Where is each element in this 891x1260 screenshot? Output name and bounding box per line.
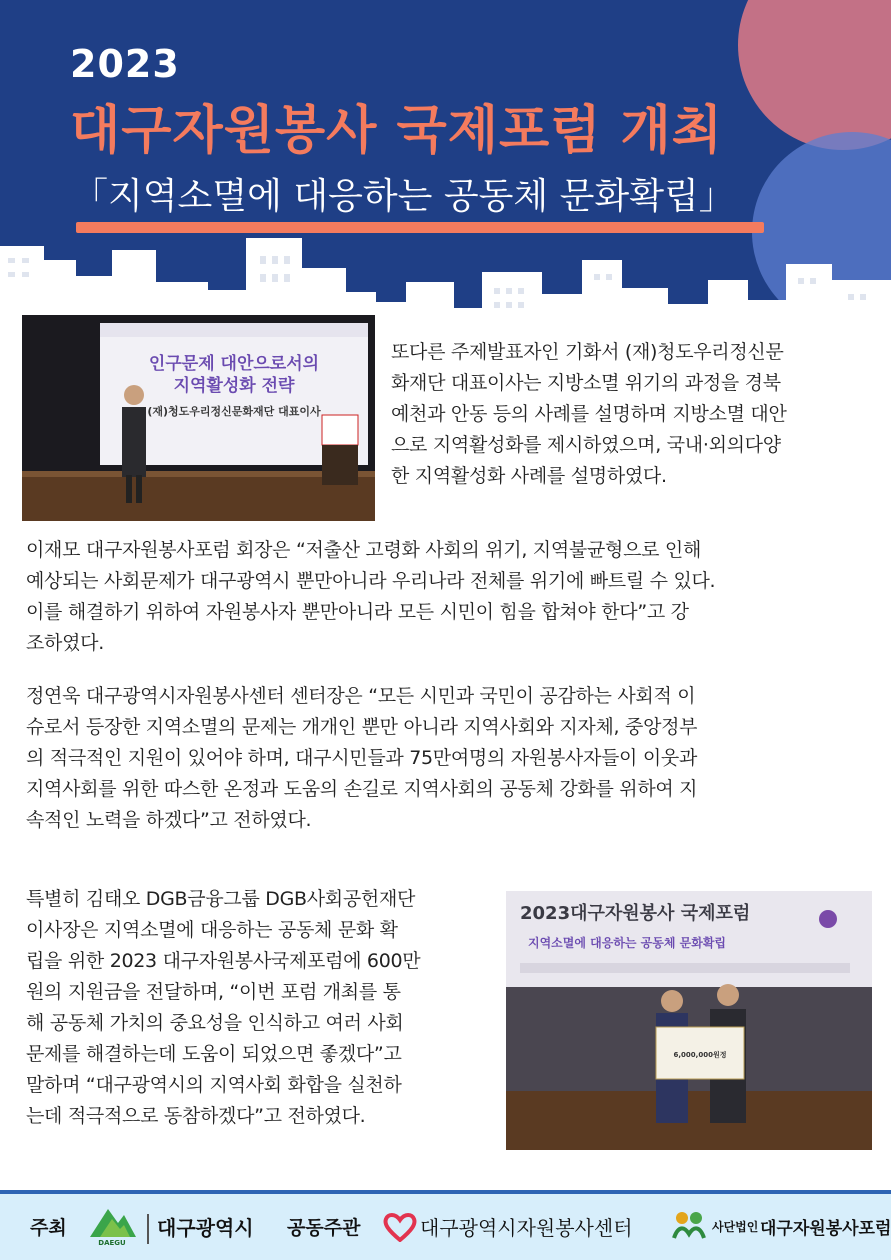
daegu-logo-text: DAEGU bbox=[98, 1239, 126, 1247]
text-line: 문제를 해결하는데 도움이 되었으면 좋겠다”고 bbox=[26, 1043, 402, 1065]
text-line: 예천과 안동 등의 사례를 설명하며 지방소멸 대안 bbox=[391, 403, 787, 425]
paragraph-speaker-kihwaseo bbox=[391, 337, 871, 492]
host-label: 주최 bbox=[30, 1217, 67, 1239]
paragraph-forum-chair bbox=[26, 535, 871, 659]
text-line: 슈로서 등장한 지역소멸의 문제는 개개인 뿐만 아니라 지역사회와 지자체, 중앙정부 bbox=[26, 716, 698, 738]
screen-text-line1: 인구문제 대안으로서의 bbox=[148, 354, 320, 374]
cohost-org2-name: 대구자원봉사포럼 bbox=[760, 1219, 891, 1239]
cohost-org1-name: 대구광역시자원봉사센터 bbox=[420, 1216, 633, 1240]
banner-title: 2023대구자원봉사 국제포럼 bbox=[520, 903, 751, 924]
text-line: 이사장은 지역소멸에 대응하는 공동체 문화 확 bbox=[26, 919, 398, 941]
speaker-photo bbox=[22, 315, 375, 521]
screen-text-line2: 지역활성화 전략 bbox=[173, 376, 295, 396]
text-line: 정연욱 대구광역시자원봉사센터 센터장은 “모든 시민과 국민이 공감하는 사회적 이 bbox=[26, 685, 696, 707]
text-line: 이재모 대구자원봉사포럼 회장은 “저출산 고령화 사회의 위기, 지역불균형으로 인해 bbox=[26, 539, 702, 561]
text-line: 이를 해결하기 위하여 자원봉사자 뿐만아니라 모든 시민이 힘을 합쳐야 한다”고 강 bbox=[26, 601, 689, 623]
text-line: 는데 적극적으로 동참하겠다”고 전하였다. bbox=[26, 1105, 366, 1127]
screen-text-line3: (재)청도우리정신문화재단 대표이사 bbox=[147, 405, 321, 418]
text-line: 립을 위한 2023 대구자원봉사국제포럼에 600만 bbox=[26, 950, 421, 972]
text-line: 말하며 “대구광역시의 지역사회 화합을 실천하 bbox=[26, 1074, 402, 1096]
text-line: 특별히 김태오 DGB금융그룹 DGB사회공헌재단 bbox=[26, 888, 416, 910]
paragraph-center-director bbox=[26, 681, 871, 836]
footer-divider bbox=[147, 1214, 149, 1244]
page-title: 대구자원봉사 국제포럼 개최 bbox=[70, 101, 723, 161]
header-year: 2023 bbox=[70, 42, 180, 86]
volunteer-forum-logo-icon bbox=[670, 1206, 708, 1244]
decorative-circle-pink bbox=[738, 0, 891, 150]
footer-sponsors bbox=[0, 1190, 891, 1260]
heart-logo-icon bbox=[382, 1212, 418, 1242]
donation-photo bbox=[506, 891, 872, 1150]
text-line: 으로 지역활성화를 제시하였으며, 국내·외의다양 bbox=[391, 434, 781, 456]
text-line: 원의 지원금을 전달하며, “이번 포럼 개최를 통 bbox=[26, 981, 401, 1003]
host-org-name: 대구광역시 bbox=[157, 1216, 254, 1240]
paragraph-dgb-donation bbox=[26, 884, 496, 1132]
check-amount: 6,000,000원정 bbox=[673, 1051, 727, 1059]
daegu-logo-icon bbox=[84, 1203, 140, 1247]
cohost-label: 공동주관 bbox=[287, 1217, 361, 1239]
text-line: 한 지역활성화 사례를 설명하였다. bbox=[391, 465, 667, 487]
text-line: 또다른 주제발표자인 기화서 (재)청도우리정신문 bbox=[391, 341, 784, 363]
cohost-org2-prefix: 사단법인 bbox=[712, 1220, 759, 1234]
page-subtitle: 「지역소멸에 대응하는 공동체 문화확립」 bbox=[72, 176, 735, 217]
text-line: 조하였다. bbox=[26, 632, 104, 654]
text-line: 지역사회를 위한 따스한 온정과 도움의 손길로 지역사회의 공동체 강화를 위하여 지 bbox=[26, 778, 698, 800]
text-line: 화재단 대표이사는 지방소멸 위기의 과정을 경북 bbox=[391, 372, 781, 394]
text-line: 의 적극적인 지원이 있어야 하며, 대구시민들과 75만여명의 자원봉사자들이 이웃과 bbox=[26, 747, 698, 769]
text-line: 해 공동체 가치의 중요성을 인식하고 여러 사회 bbox=[26, 1012, 404, 1034]
text-line: 속적인 노력을 하겠다”고 전하였다. bbox=[26, 809, 312, 831]
text-line: 예상되는 사회문제가 대구광역시 뿐만아니라 우리나라 전체를 위기에 빠트릴 수 있다. bbox=[26, 570, 716, 592]
banner-subtitle: 지역소멸에 대응하는 공동체 문화확립 bbox=[528, 936, 727, 950]
